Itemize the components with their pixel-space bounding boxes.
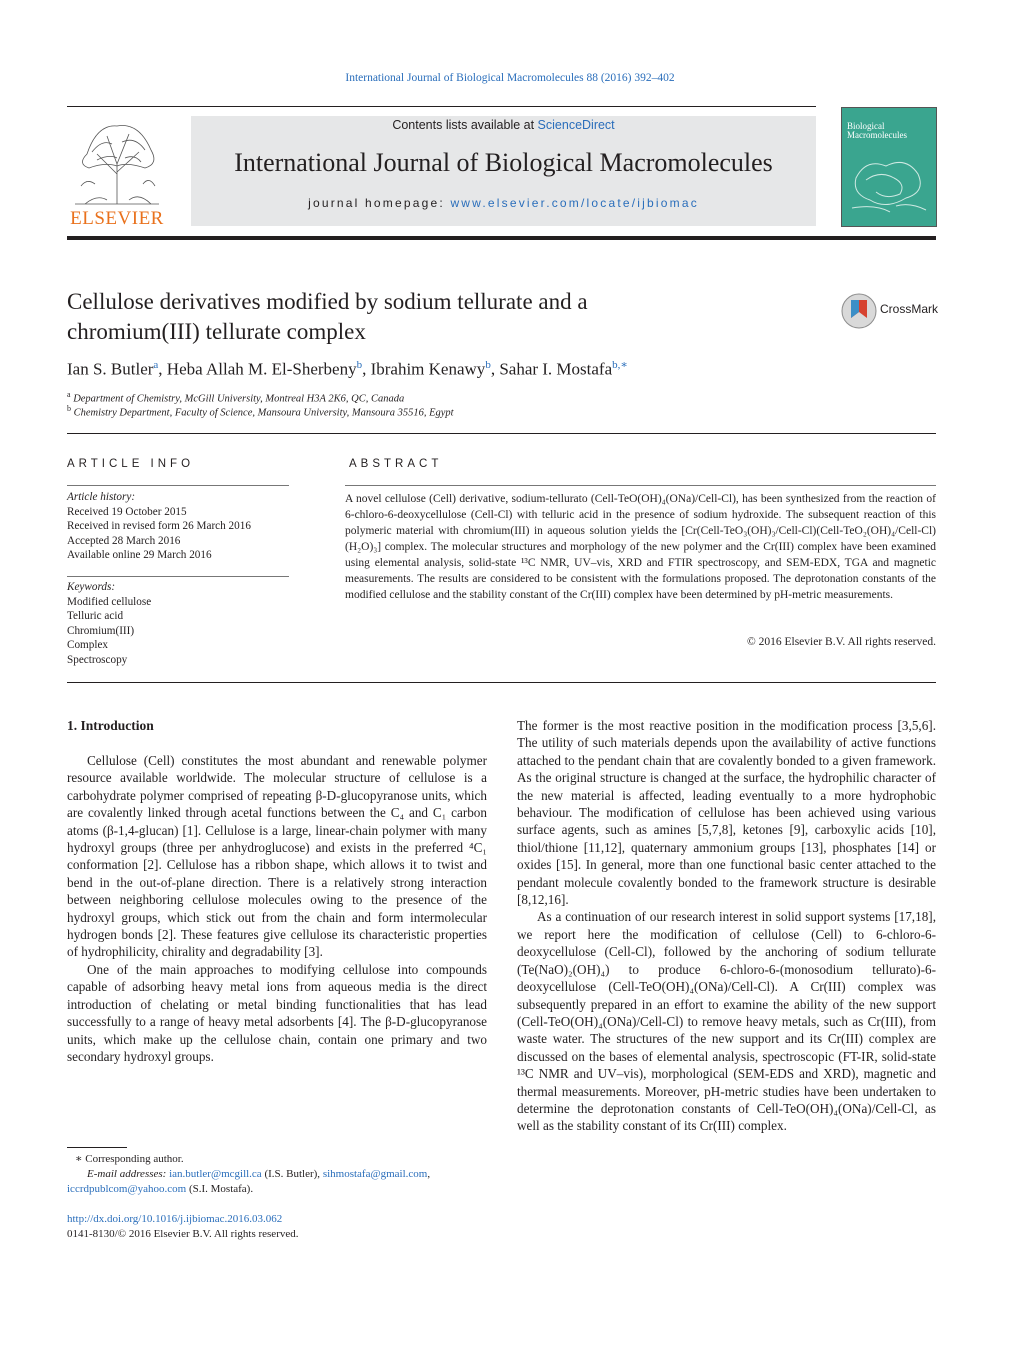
affiliation-a-marker: a: [67, 390, 71, 399]
keywords-label: Keywords:: [67, 581, 116, 593]
intro-paragraph-4: As a continuation of our research interest in solid support systems [17,18], we report here the modification of cellulose (Cell) to 6-chloro-6-deoxycellulose (Cell-Cl), followed by the anchoring of sodium tellurate (Te(NaO)₂(OH)₄) to produce 6-chloro-6-(monosodium tellurato)-6-deoxycellulose (Cell-TeO(OH)₄(ONa)/Cell-Cl). A Cr(III) complex was subsequently prepared in an effort to examine the ability of the new support (Cell-TeO(OH)₄(ONa)/Cell-Cl) to remove heavy metals, such as Cr(III), from waste water. The structures of the new support and its Cr(III) complex are discussed on the bases of elemental analysis, spectroscopic (FT-IR, solid-state ¹³C NMR and UV–vis), morphological (SEM-EDS and XRD), magnetic and thermal measurements. Moreover, pH-metric studies have been undertaken to determine the deprotonation constants of Cell-TeO(OH)₄(ONa)/Cell-Cl, as well as the stability constant of its Cr(III) complex.: [517, 909, 936, 1134]
keyword-2: Telluric acid: [67, 610, 124, 622]
abstract-text: A novel cellulose (Cell) derivative, sodium-tellurato (Cell-TeO(OH)₄(ONa)/Cell-Cl), has been synthesized from the reaction of 6-chloro-6-deoxycellulose (Cell-Cl) with telluric acid in the presence of sodium hydroxide. The subsequent reaction of this polymeric material with chromium(III) in aqueous solution yields the [Cr(Cell-TeO₃(OH)₃/Cell-Cl)(Cell-TeO₂(OH)₄/Cell-Cl)(H₂O)₃] complex. The molecular structures and morphology of the new polymer and the Cr(III) complex have been examined using elemental analysis, solid-state ¹³C NMR, UV–vis, XRD and FTIR spectroscopy, and SEM-EDX, TGA and magnetic measurements. The results are considered to be consistent with the formulations proposed. The deprotonation constants of the modified cellulose and the stability constant of the Cr(III) complex have been determined by pH-metric measurements.: [345, 493, 936, 601]
author-list: Ian S. Butler$^a$, Heba Allah M. El-Sherbeny$^b$, Ibrahim Kenawy$^b$, Sahar I. Mostafa$^{b,∗}$: [67, 359, 628, 379]
crossmark-label: CrossMark: [880, 302, 939, 316]
header-rule-top: [67, 106, 816, 107]
email-separator: ,: [427, 1168, 431, 1180]
affiliation-rule: [67, 433, 936, 434]
author-3[interactable]: Ibrahim Kenawy: [370, 359, 486, 379]
affiliation-b-marker: b: [67, 404, 71, 413]
crossmark-button[interactable]: [840, 292, 939, 328]
history-online: Available online 29 March 2016: [67, 549, 212, 561]
keywords-rule: [67, 576, 289, 577]
affiliation-a: [67, 390, 404, 405]
crossmark-icon: [840, 292, 878, 330]
email-link-butler[interactable]: ian.butler@mcgill.ca: [169, 1168, 262, 1180]
journal-banner: [191, 116, 816, 226]
keyword-4: Complex: [67, 639, 109, 651]
author-1-affil[interactable]: a: [153, 359, 159, 371]
homepage-prefix: journal homepage:: [308, 196, 451, 210]
author-2-affil[interactable]: b: [356, 359, 363, 371]
article-title: [67, 287, 588, 347]
author-1[interactable]: Ian S. Butler: [67, 359, 154, 379]
article-info-rule: [67, 485, 289, 486]
history-label: Article history:: [67, 491, 136, 503]
contents-line: [191, 118, 816, 132]
journal-citation[interactable]: International Journal of Biological Macromolecules 88 (2016) 392–402: [345, 72, 675, 84]
email-name-mostafa: (S.I. Mostafa).: [186, 1183, 254, 1195]
intro-paragraph-1: Cellulose (Cell) constitutes the most abundant and renewable polymer resource available worldwide. The molecular structure of cellulose is a carbohydrate polymer comprised of repeating β-D-glucopyranose units, which are covalently linked through acetal functions between the C₄ and C₁ carbon atoms (β-1,4-glucan) [1]. Cellulose is a large, linear-chain polymer with many hydroxyl groups (three per anhydroglucose) and exists in the preferred ⁴C₁ conformation [2]. Cellulose has a ribbon shape, which allows it to twist and bend in the out-of-plane direction. There is a relatively strong interaction between neighboring cellulose molecules owing to the presence of the hydroxyl groups, which stick out from the chain and form intermolecular hydrogen bonds [2]. These features give cellulose its characteristic properties of hydrophilicity, chirality and degradability [3].: [67, 753, 487, 960]
keyword-3: Chromium(III): [67, 624, 135, 637]
section-heading-introduction: 1. Introduction: [67, 718, 154, 733]
email-name-butler: (I.S. Butler),: [261, 1168, 323, 1180]
article-history: [67, 490, 289, 563]
cover-title-line1: Biological: [847, 121, 885, 131]
intro-right-column: [517, 717, 936, 1135]
issn-line: 0141-8130/© 2016 Elsevier B.V. All rights reserved.: [67, 1228, 299, 1240]
keyword-1: Modified cellulose: [67, 595, 152, 608]
doi-block: [67, 1212, 487, 1242]
email-link-mostafa-yahoo[interactable]: iccrdpublcom@yahoo.com: [67, 1183, 187, 1195]
journal-cover-thumbnail[interactable]: [841, 107, 937, 227]
email-link-mostafa-gmail[interactable]: sihmostafa@gmail.com: [322, 1168, 428, 1180]
contents-prefix: Contents lists available at: [392, 118, 538, 132]
intro-paragraph-3: The former is the most reactive position in the modification process [3,5,6]. The utility of such materials depends upon the availability of active functions attached to the pendant chain that are covalently bonded to a given framework. As the original structure is changed at the surface, the hydrophilic character of the new material is affected, leading eventually to a more hydrophobic behaviour. The modification of cellulose has been achieved using various surface agents, such as amines [5,7,8], ketones [9], carboxylic acids [10], thiol/thione [11,12], quaternary ammonium groups [13], phosphates [14] or oxides [15]. In general, more than one functional basic center attached to the pendant molecule covalently bonded to the framework structure is desirable [8,12,16].: [517, 718, 936, 908]
history-accepted: Accepted 28 March 2016: [67, 534, 181, 547]
author-3-affil[interactable]: b: [485, 359, 491, 371]
affiliation-b-text: Chemistry Department, Faculty of Science, Mansoura University, Mansoura 35516, Egypt: [73, 407, 454, 419]
abstract-heading: ABSTRACT: [349, 458, 443, 470]
footnote-block: [67, 1152, 495, 1197]
author-2[interactable]: Heba Allah M. El-Sherbeny: [166, 359, 357, 379]
author-4[interactable]: Sahar I. Mostafa: [499, 359, 613, 379]
author-4-affil[interactable]: b,∗: [612, 359, 628, 371]
sciencedirect-link[interactable]: ScienceDirect: [537, 118, 615, 132]
email-line-2: [67, 1182, 495, 1197]
email-line: [75, 1167, 495, 1182]
affiliation-b: [67, 404, 454, 419]
intro-paragraph-2: One of the main approaches to modifying cellulose into compounds capable of adsorbing heavy metal ions from aqueous media is the direct introduction of chelating or metal binding functionalities that has lead successfully to a range of heavy metal adsorbents [4]. The β-D-glucopyranose units, which make up the cellulose chain, contain one primary and two secondary hydroxyl groups.: [67, 961, 487, 1064]
footnote-rule: [67, 1147, 127, 1148]
abstract-copyright: © 2016 Elsevier B.V. All rights reserved.: [747, 636, 936, 648]
history-revised: Received in revised form 26 March 2016: [67, 520, 251, 532]
homepage-link[interactable]: www.elsevier.com/locate/ijbiomac: [450, 196, 699, 210]
elsevier-wordmark: ELSEVIER: [70, 208, 164, 229]
email-label: E-mail addresses:: [87, 1168, 167, 1180]
abstract-rule: [345, 485, 936, 486]
keyword-5: Spectroscopy: [67, 653, 128, 666]
cover-title-line2: Macromolecules: [847, 130, 907, 140]
article-title-line2: chromium(III) tellurate complex: [67, 319, 366, 344]
affiliation-a-text: Department of Chemistry, McGill University, Montreal H3A 2K6, QC, Canada: [73, 393, 405, 405]
header-rule-thick: [67, 236, 936, 240]
cover-art-icon: [846, 148, 932, 218]
article-title-line1: Cellulose derivatives modified by sodium tellurate and a: [67, 289, 588, 314]
doi-link[interactable]: http://dx.doi.org/10.1016/j.ijbiomac.2016.03.062: [67, 1213, 283, 1225]
corresponding-author-note: ∗ Corresponding author.: [75, 1153, 184, 1165]
cover-title: [847, 122, 907, 140]
intro-left-column: [67, 752, 487, 1065]
homepage-line: [191, 196, 816, 210]
keywords-block: [67, 580, 289, 667]
article-info-heading: ARTICLE INFO: [67, 458, 195, 470]
body-top-rule: [67, 682, 936, 683]
history-received: Received 19 October 2015: [67, 505, 187, 518]
journal-title[interactable]: International Journal of Biological Macromolecules: [234, 148, 773, 177]
elsevier-tree-icon[interactable]: [67, 114, 167, 208]
